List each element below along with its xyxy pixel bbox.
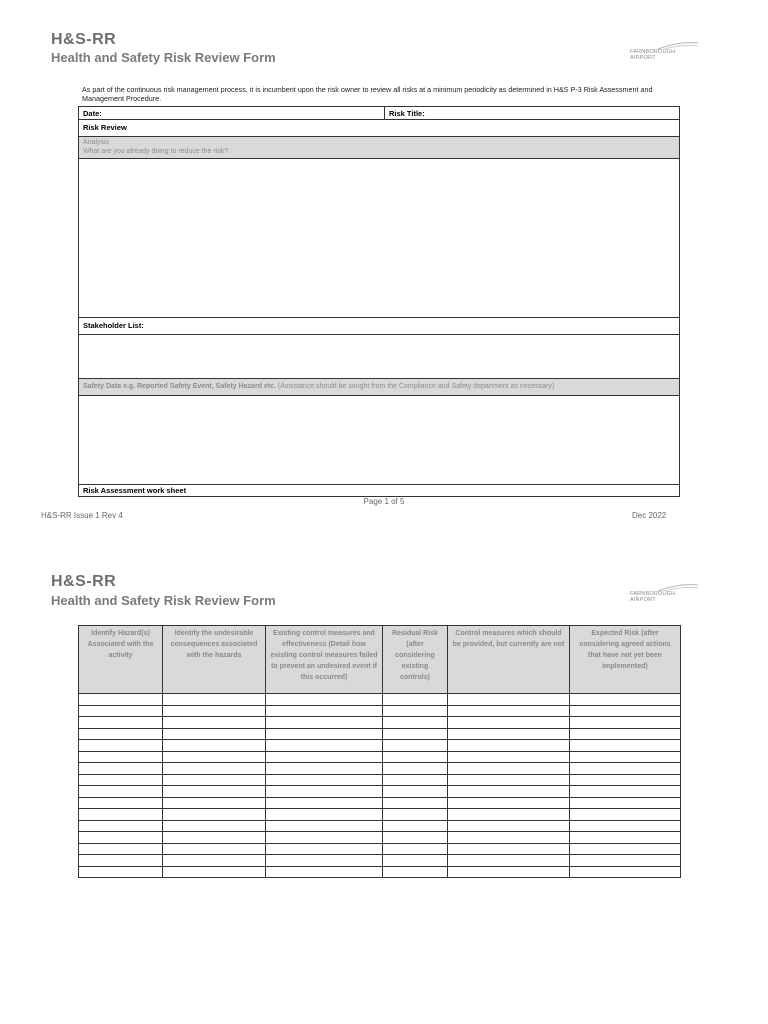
document-code: H&S-RR [51,573,117,590]
table-cell[interactable] [266,809,383,821]
stakeholder-list-heading: Stakeholder List: [79,318,679,335]
safety-data-header [79,379,679,396]
table-cell[interactable] [448,797,570,809]
risk-review-form [78,106,680,497]
document-title: Health and Safety Risk Review Form [51,50,276,65]
table-cell[interactable] [448,763,570,775]
table-cell[interactable] [383,843,448,855]
column-header-consequences: Identify the undesirable consequences associated with the hazards [163,626,266,694]
table-cell[interactable] [163,866,266,878]
table-row [79,705,681,717]
table-cell[interactable] [448,843,570,855]
table-cell[interactable] [79,763,163,775]
table-cell[interactable] [570,751,681,763]
farnborough-airport-logo [628,582,700,608]
table-cell[interactable] [448,832,570,844]
analysis-prompt: What are you already doing to reduce the risk? [83,148,229,155]
table-cell[interactable] [570,740,681,752]
table-cell[interactable] [266,797,383,809]
table-row [79,694,681,706]
analysis-input-area[interactable] [79,159,679,318]
table-cell[interactable] [163,774,266,786]
table-cell[interactable] [570,763,681,775]
table-cell[interactable] [570,694,681,706]
table-row [79,786,681,798]
risk-assessment-worksheet [78,625,681,878]
table-cell[interactable] [383,717,448,729]
table-cell[interactable] [448,705,570,717]
table-cell[interactable] [570,705,681,717]
table-cell[interactable] [448,866,570,878]
document-issue: H&S-RR Issue 1 Rev 4 [41,511,123,520]
safety-data-input-area[interactable] [79,396,679,485]
table-cell[interactable] [266,786,383,798]
table-cell[interactable] [383,694,448,706]
table-cell[interactable] [79,832,163,844]
table-row [79,866,681,878]
table-cell[interactable] [79,855,163,867]
analysis-header [79,137,679,159]
table-cell[interactable] [79,705,163,717]
logo-text-line2: AIRPORT [630,597,656,603]
table-cell[interactable] [383,705,448,717]
document-code: H&S-RR [51,31,117,48]
table-cell[interactable] [570,820,681,832]
risk-title-label: Risk Title: [389,109,425,118]
table-row [79,763,681,775]
table-cell[interactable] [79,843,163,855]
table-cell[interactable] [448,751,570,763]
column-header-expected-risk: Expected Risk (after considering agreed actions that have not yet been implemented) [570,626,681,694]
table-cell[interactable] [448,855,570,867]
worksheet-header-row [79,626,681,694]
risk-title-field[interactable] [385,107,679,119]
table-cell[interactable] [448,786,570,798]
table-cell[interactable] [79,797,163,809]
risk-review-heading: Risk Review [79,120,679,137]
table-cell[interactable] [383,809,448,821]
table-cell[interactable] [163,694,266,706]
column-header-proposed-controls: Control measures which should be provided, but currently are not [448,626,570,694]
table-cell[interactable] [570,717,681,729]
form-page-2 [0,560,768,1024]
table-row [79,820,681,832]
table-cell[interactable] [266,740,383,752]
table-cell[interactable] [163,740,266,752]
table-cell[interactable] [266,832,383,844]
table-cell[interactable] [79,728,163,740]
page-number: Page 1 of 5 [363,497,405,506]
table-row [79,717,681,729]
column-header-residual-risk: Residual Risk (after considering existing controls) [383,626,448,694]
table-cell[interactable] [163,820,266,832]
document-title: Health and Safety Risk Review Form [51,593,276,608]
table-row [79,855,681,867]
table-cell[interactable] [79,774,163,786]
table-cell[interactable] [79,809,163,821]
table-cell[interactable] [448,820,570,832]
table-cell[interactable] [79,694,163,706]
table-cell[interactable] [266,763,383,775]
table-cell[interactable] [448,728,570,740]
logo-text-line2: AIRPORT [630,55,656,61]
table-cell[interactable] [570,832,681,844]
table-cell[interactable] [570,866,681,878]
column-header-hazards: Identify Hazard(s) Associated with the activity [79,626,163,694]
worksheet-heading: Risk Assessment work sheet [83,486,187,495]
table-cell[interactable] [383,751,448,763]
table-cell[interactable] [266,728,383,740]
table-cell[interactable] [383,774,448,786]
table-cell[interactable] [448,694,570,706]
table-cell[interactable] [448,717,570,729]
logo-text-line1: FARNBOROUGH [630,49,676,55]
table-row [79,809,681,821]
table-cell[interactable] [383,763,448,775]
table-cell[interactable] [266,843,383,855]
table-cell[interactable] [266,694,383,706]
table-cell[interactable] [163,763,266,775]
table-cell[interactable] [570,774,681,786]
table-cell[interactable] [79,740,163,752]
table-row [79,740,681,752]
table-cell[interactable] [266,705,383,717]
table-cell[interactable] [79,786,163,798]
document-date: Dec 2022 [632,511,667,520]
table-cell[interactable] [163,843,266,855]
table-cell[interactable] [383,797,448,809]
table-cell[interactable] [163,832,266,844]
table-cell[interactable] [163,855,266,867]
table-cell[interactable] [266,774,383,786]
table-cell[interactable] [266,751,383,763]
table-cell[interactable] [163,809,266,821]
table-cell[interactable] [570,797,681,809]
table-cell[interactable] [163,797,266,809]
table-cell[interactable] [570,728,681,740]
safety-data-heading: Safety Data e.g. Reported Safety Event, Safety Hazard etc. [83,383,276,390]
table-cell[interactable] [383,740,448,752]
date-field[interactable] [79,107,385,119]
worksheet-body [79,694,681,878]
table-cell[interactable] [266,820,383,832]
table-cell[interactable] [383,820,448,832]
table-cell[interactable] [383,728,448,740]
table-cell[interactable] [79,717,163,729]
table-row [79,774,681,786]
analysis-heading: Analysis [83,139,110,146]
table-cell[interactable] [79,866,163,878]
column-header-existing-controls: Existing control measures and effectiveness (Detail how existing control measures failed to prevent an undesired event if this occurred) [266,626,383,694]
table-cell[interactable] [383,855,448,867]
table-cell[interactable] [163,786,266,798]
stakeholder-input-area[interactable] [79,335,679,379]
date-label: Date: [83,109,102,118]
table-cell[interactable] [163,705,266,717]
table-cell[interactable] [570,809,681,821]
table-cell[interactable] [383,832,448,844]
table-row [79,832,681,844]
table-row [79,751,681,763]
table-cell[interactable] [266,717,383,729]
table-cell[interactable] [79,820,163,832]
table-cell[interactable] [266,855,383,867]
table-cell[interactable] [163,728,266,740]
table-cell[interactable] [448,809,570,821]
table-cell[interactable] [570,855,681,867]
intro-paragraph: As part of the continuous risk management process, it is incumbent upon the risk owner to review all risks at a minimum periodicity as determined in H&S P-3 Risk Assessment and Management Procedure. [82,85,653,103]
table-cell[interactable] [163,751,266,763]
logo-text-line1: FARNBOROUGH [630,591,676,597]
table-cell[interactable] [570,786,681,798]
table-cell[interactable] [383,786,448,798]
table-cell[interactable] [79,751,163,763]
table-cell[interactable] [570,843,681,855]
table-cell[interactable] [383,866,448,878]
table-cell[interactable] [448,774,570,786]
safety-data-note: (Assistance should be sought from the Compliance and Safety department as necessary) [275,383,555,390]
table-row [79,797,681,809]
table-row [79,843,681,855]
farnborough-airport-logo [628,40,700,66]
table-cell[interactable] [266,866,383,878]
table-cell[interactable] [448,740,570,752]
date-title-row [79,107,679,120]
table-cell[interactable] [163,717,266,729]
table-row [79,728,681,740]
